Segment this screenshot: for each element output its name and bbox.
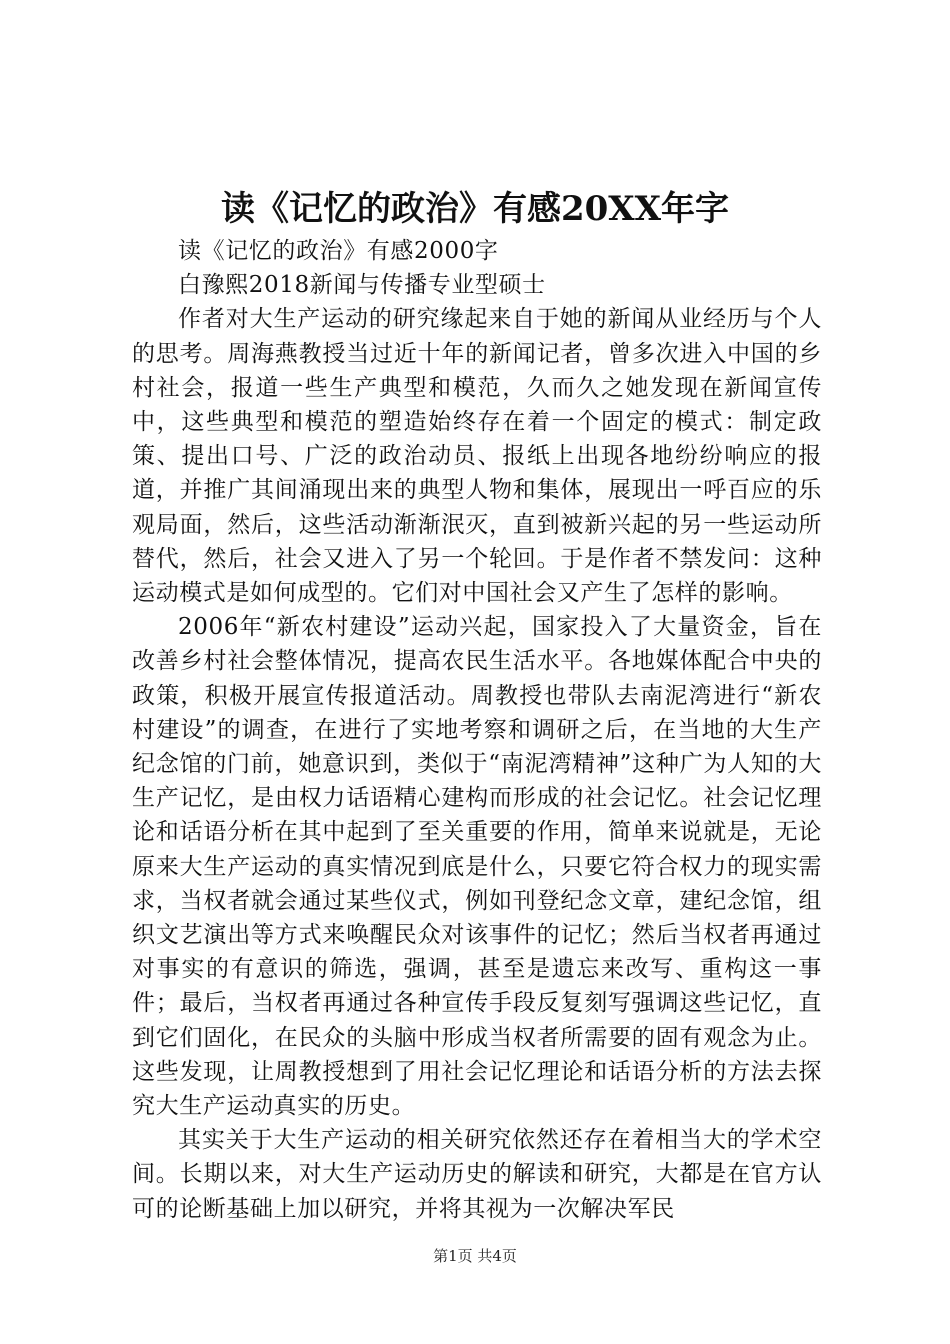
body-paragraph: 其实关于大生产运动的相关研究依然还存在着相当大的学术空间。长期以来，对大生产运动历史的解读和研究，大都是在官方认可的论断基础上加以研究，并将其视为一次解决军民: [132, 1127, 822, 1222]
page-footer: 第1页 共4页: [433, 1247, 517, 1265]
document-title: 读《记忆的政治》有感20XX年字: [220, 189, 730, 229]
body-paragraph: 2006年“新农村建设”运动兴起，国家投入了大量资金，旨在改善乡村社会整体情况，提高农民生活水平。各地媒体配合中央的政策，积极开展宣传报道活动。周教授也带队去南泥湾进行“新农村建设”的调查，在进行了实地考察和调研之后，在当地的大生产纪念馆的门前，她意识到，类似于“南泥湾精神”这种广为人知的大生产记忆，是由权力话语精心建构而形成的社会记忆。社会记忆理论和话语分析在其中起到了至关重要的作用，简单来说就是，无论原来大生产运动的真实情况到底是什么，只要它符合权力的现实需求，当权者就会通过某些仪式，例如刊登纪念文章，建纪念馆，组织文艺演出等方式来唤醒民众对该事件的记忆；然后当权者再通过对事实的有意识的筛选，强调，甚至是遗忘来改写、重构这一事件；最后，当权者再通过各种宣传手段反复刻写强调这些记忆，直到它们固化，在民众的头脑中形成当权者所需要的固有观念为止。这些发现，让周教授想到了用社会记忆理论和话语分析的方法去探究大生产运动真实的历史。: [132, 614, 822, 1120]
document-body: [132, 234, 822, 1226]
subtitle-line: 读《记忆的政治》有感2000字: [178, 238, 499, 264]
author-line: 白豫熙2018新闻与传播专业型硕士: [178, 272, 546, 299]
body-paragraph: 作者对大生产运动的研究缘起来自于她的新闻从业经历与个人的思考。周海燕教授当过近十年的新闻记者，曾多次进入中国的乡村社会，报道一些生产典型和模范，久而久之她发现在新闻宣传中，这些典型和模范的塑造始终存在着一个固定的模式：制定政策、提出口号、广泛的政治动员、报纸上出现各地纷纷响应的报道，并推广其间涌现出来的典型人物和集体，展现出一呼百应的乐观局面，然后，这些活动渐渐泯灭，直到被新兴起的另一些运动所替代，然后，社会又进入了另一个轮回。于是作者不禁发问：这种运动模式是如何成型的。它们对中国社会又产生了怎样的影响。: [132, 306, 822, 607]
